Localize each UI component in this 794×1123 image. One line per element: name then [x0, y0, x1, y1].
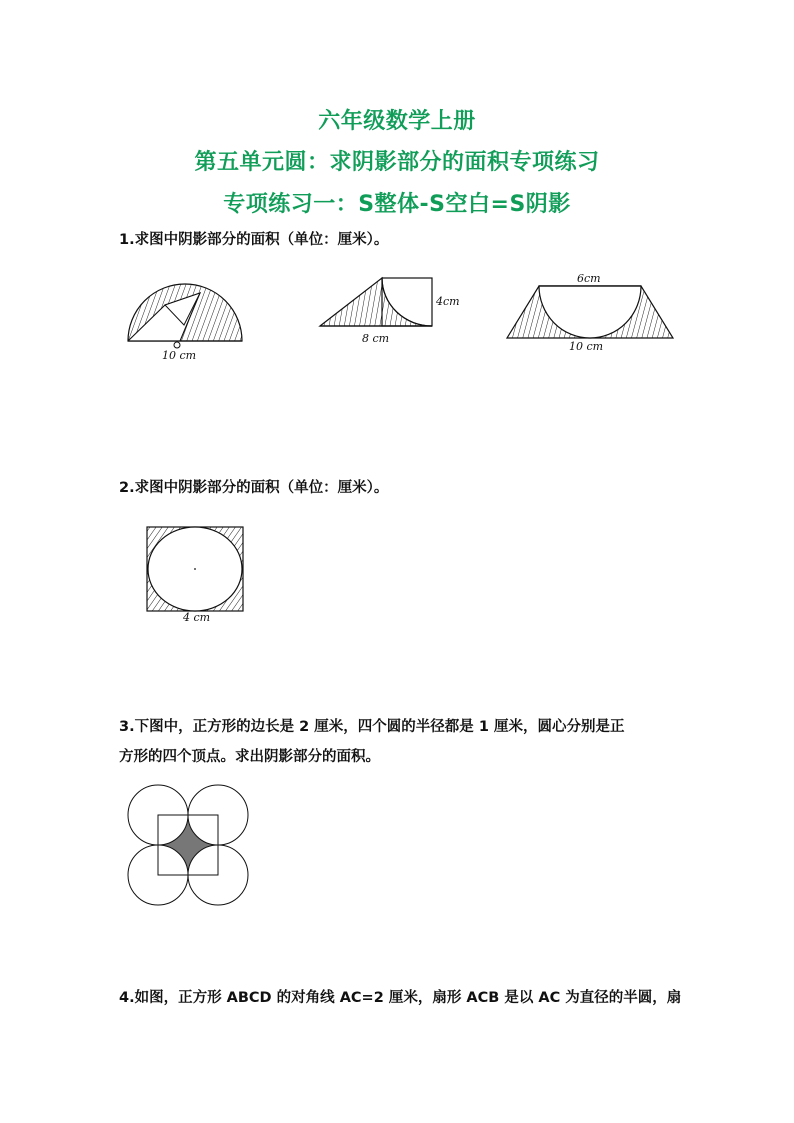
fig2-label: 4 cm — [183, 611, 211, 624]
fig1c-top-label: 6cm — [577, 272, 601, 285]
page-title: 六年级数学上册 — [318, 109, 476, 134]
fig1b-side-label: 4cm — [436, 295, 460, 308]
fig1b-base-label: 8 cm — [362, 332, 390, 345]
question-2-text: 2.求图中阴影部分的面积（单位：厘米）。 — [119, 480, 389, 496]
unit-subtitle: 第五单元圆：求阴影部分的面积专项练习 — [194, 150, 600, 175]
fig1a-label: 10 cm — [162, 349, 197, 362]
question-3-text-line2: 方形的四个顶点。求出阴影部分的面积。 — [119, 749, 380, 765]
section-title: 专项练习一：S整体-S空白=S阴影 — [223, 192, 571, 217]
figure-3-four-circles — [123, 780, 253, 910]
figure-2-square-circle — [145, 525, 255, 625]
question-4-text: 4.如图，正方形 ABCD 的对角线 AC=2 厘米，扇形 ACB 是以 AC 为直径的半圆，扇 — [119, 990, 682, 1006]
fig1c-bottom-label: 10 cm — [569, 340, 604, 353]
question-1-text: 1.求图中阴影部分的面积（单位：厘米）。 — [119, 232, 389, 248]
question-3-text-line1: 3.下图中，正方形的边长是 2 厘米，四个圆的半径都是 1 厘米，圆心分别是正 — [119, 719, 625, 735]
figure-1c-trapezoid-semicircle — [505, 268, 685, 358]
figure-1b-triangle-quarter-circle — [318, 272, 468, 352]
figure-1a-semicircle — [120, 275, 260, 375]
